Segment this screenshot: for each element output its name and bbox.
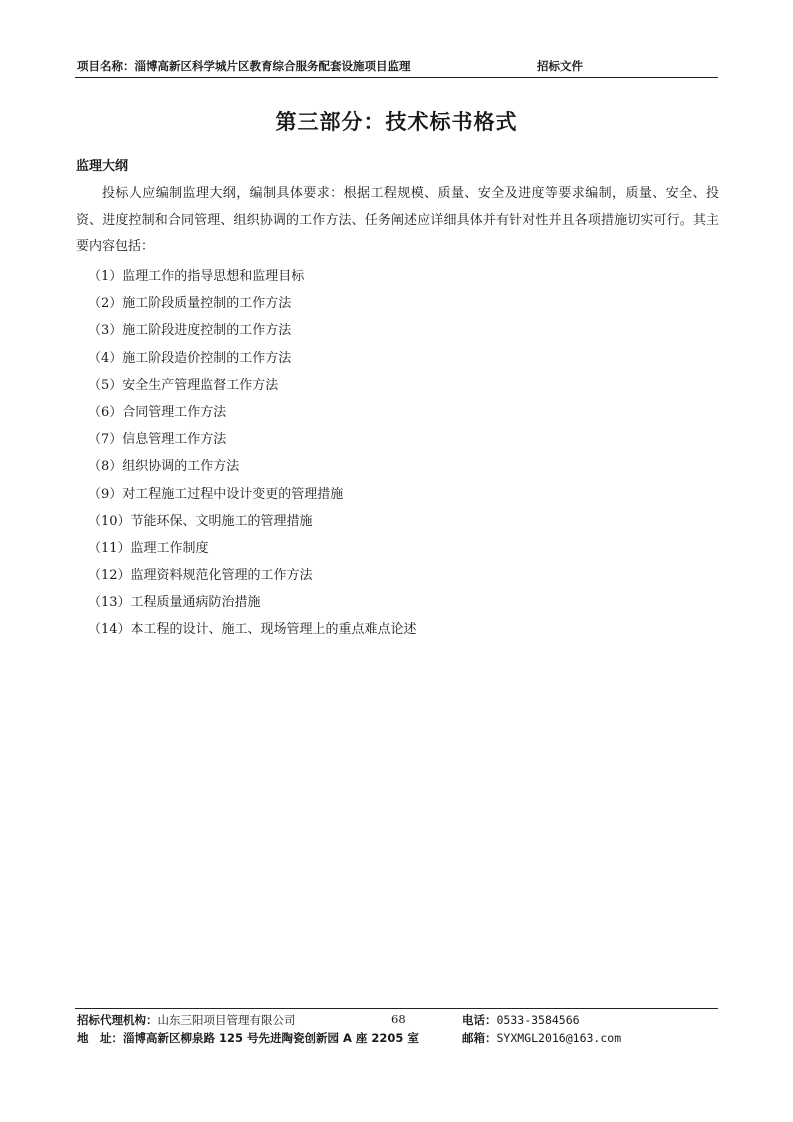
footer-agency-value: 山东三阳项目管理有限公司: [157, 1013, 296, 1027]
intro-paragraph: [76, 181, 719, 261]
content-list: [88, 263, 718, 644]
footer-email: [462, 1030, 621, 1046]
list-item: （14）本工程的设计、施工、现场管理上的重点难点论述: [88, 622, 417, 638]
list-item: （10）节能环保、文明施工的管理措施: [88, 513, 313, 529]
list-item: （9）对工程施工过程中设计变更的管理措施: [88, 486, 344, 502]
footer-agency-label: 招标代理机构：: [77, 1013, 158, 1027]
list-item: （5）安全生产管理监督工作方法: [88, 377, 279, 393]
list-item: （6）合同管理工作方法: [88, 404, 227, 420]
page-footer: [75, 1008, 718, 1049]
list-item: （8）组织协调的工作方法: [88, 459, 240, 475]
list-item: （13）工程质量通病防治措施: [88, 595, 261, 611]
footer-email-label: 邮箱：: [462, 1031, 497, 1045]
header-project-name: 项目名称：淄博高新区科学城片区教育综合服务配套设施项目监理: [77, 59, 411, 73]
list-item: （2）施工阶段质量控制的工作方法: [88, 296, 292, 312]
list-item: （12）监理资料规范化管理的工作方法: [88, 568, 313, 584]
page-title: 第三部分：技术标书格式: [275, 110, 518, 134]
intro-text: 投标人应编制监理大纲，编制具体要求：根据工程规模、质量、安全及进度等要求编制，质量、安全、投资、进度控制和合同管理、组织协调的工作方法、任务阐述应详细具体并有针对性并且各项措施切实可行。其主要内容包括：: [76, 186, 719, 254]
header-document-type: 招标文件: [537, 59, 583, 73]
footer-address-value: 淄博高新区柳泉路 125 号先进陶瓷创新园 A 座 2205 室: [123, 1031, 419, 1045]
list-item: （11）监理工作制度: [88, 540, 209, 556]
list-item: （1）监理工作的指导思想和监理目标: [88, 269, 305, 284]
page-number: 68: [391, 1012, 406, 1026]
footer-address: [77, 1030, 419, 1046]
list-item: （7）信息管理工作方法: [88, 432, 227, 448]
footer-phone: [462, 1012, 580, 1028]
footer-row-agency: [75, 1012, 718, 1030]
footer-agency: [77, 1012, 296, 1028]
list-item: （4）施工阶段造价控制的工作方法: [88, 350, 292, 366]
footer-phone-label: 电话：: [462, 1013, 497, 1027]
footer-address-label: 地 址：: [77, 1031, 123, 1045]
list-item: （3）施工阶段进度控制的工作方法: [88, 323, 292, 339]
page-header: [75, 57, 718, 78]
footer-phone-value: 0533-3584566: [496, 1013, 580, 1027]
footer-row-address: [75, 1030, 718, 1048]
section-heading: 监理大纲: [76, 159, 129, 174]
footer-email-value: SYXMGL2016@163.com: [496, 1031, 622, 1045]
